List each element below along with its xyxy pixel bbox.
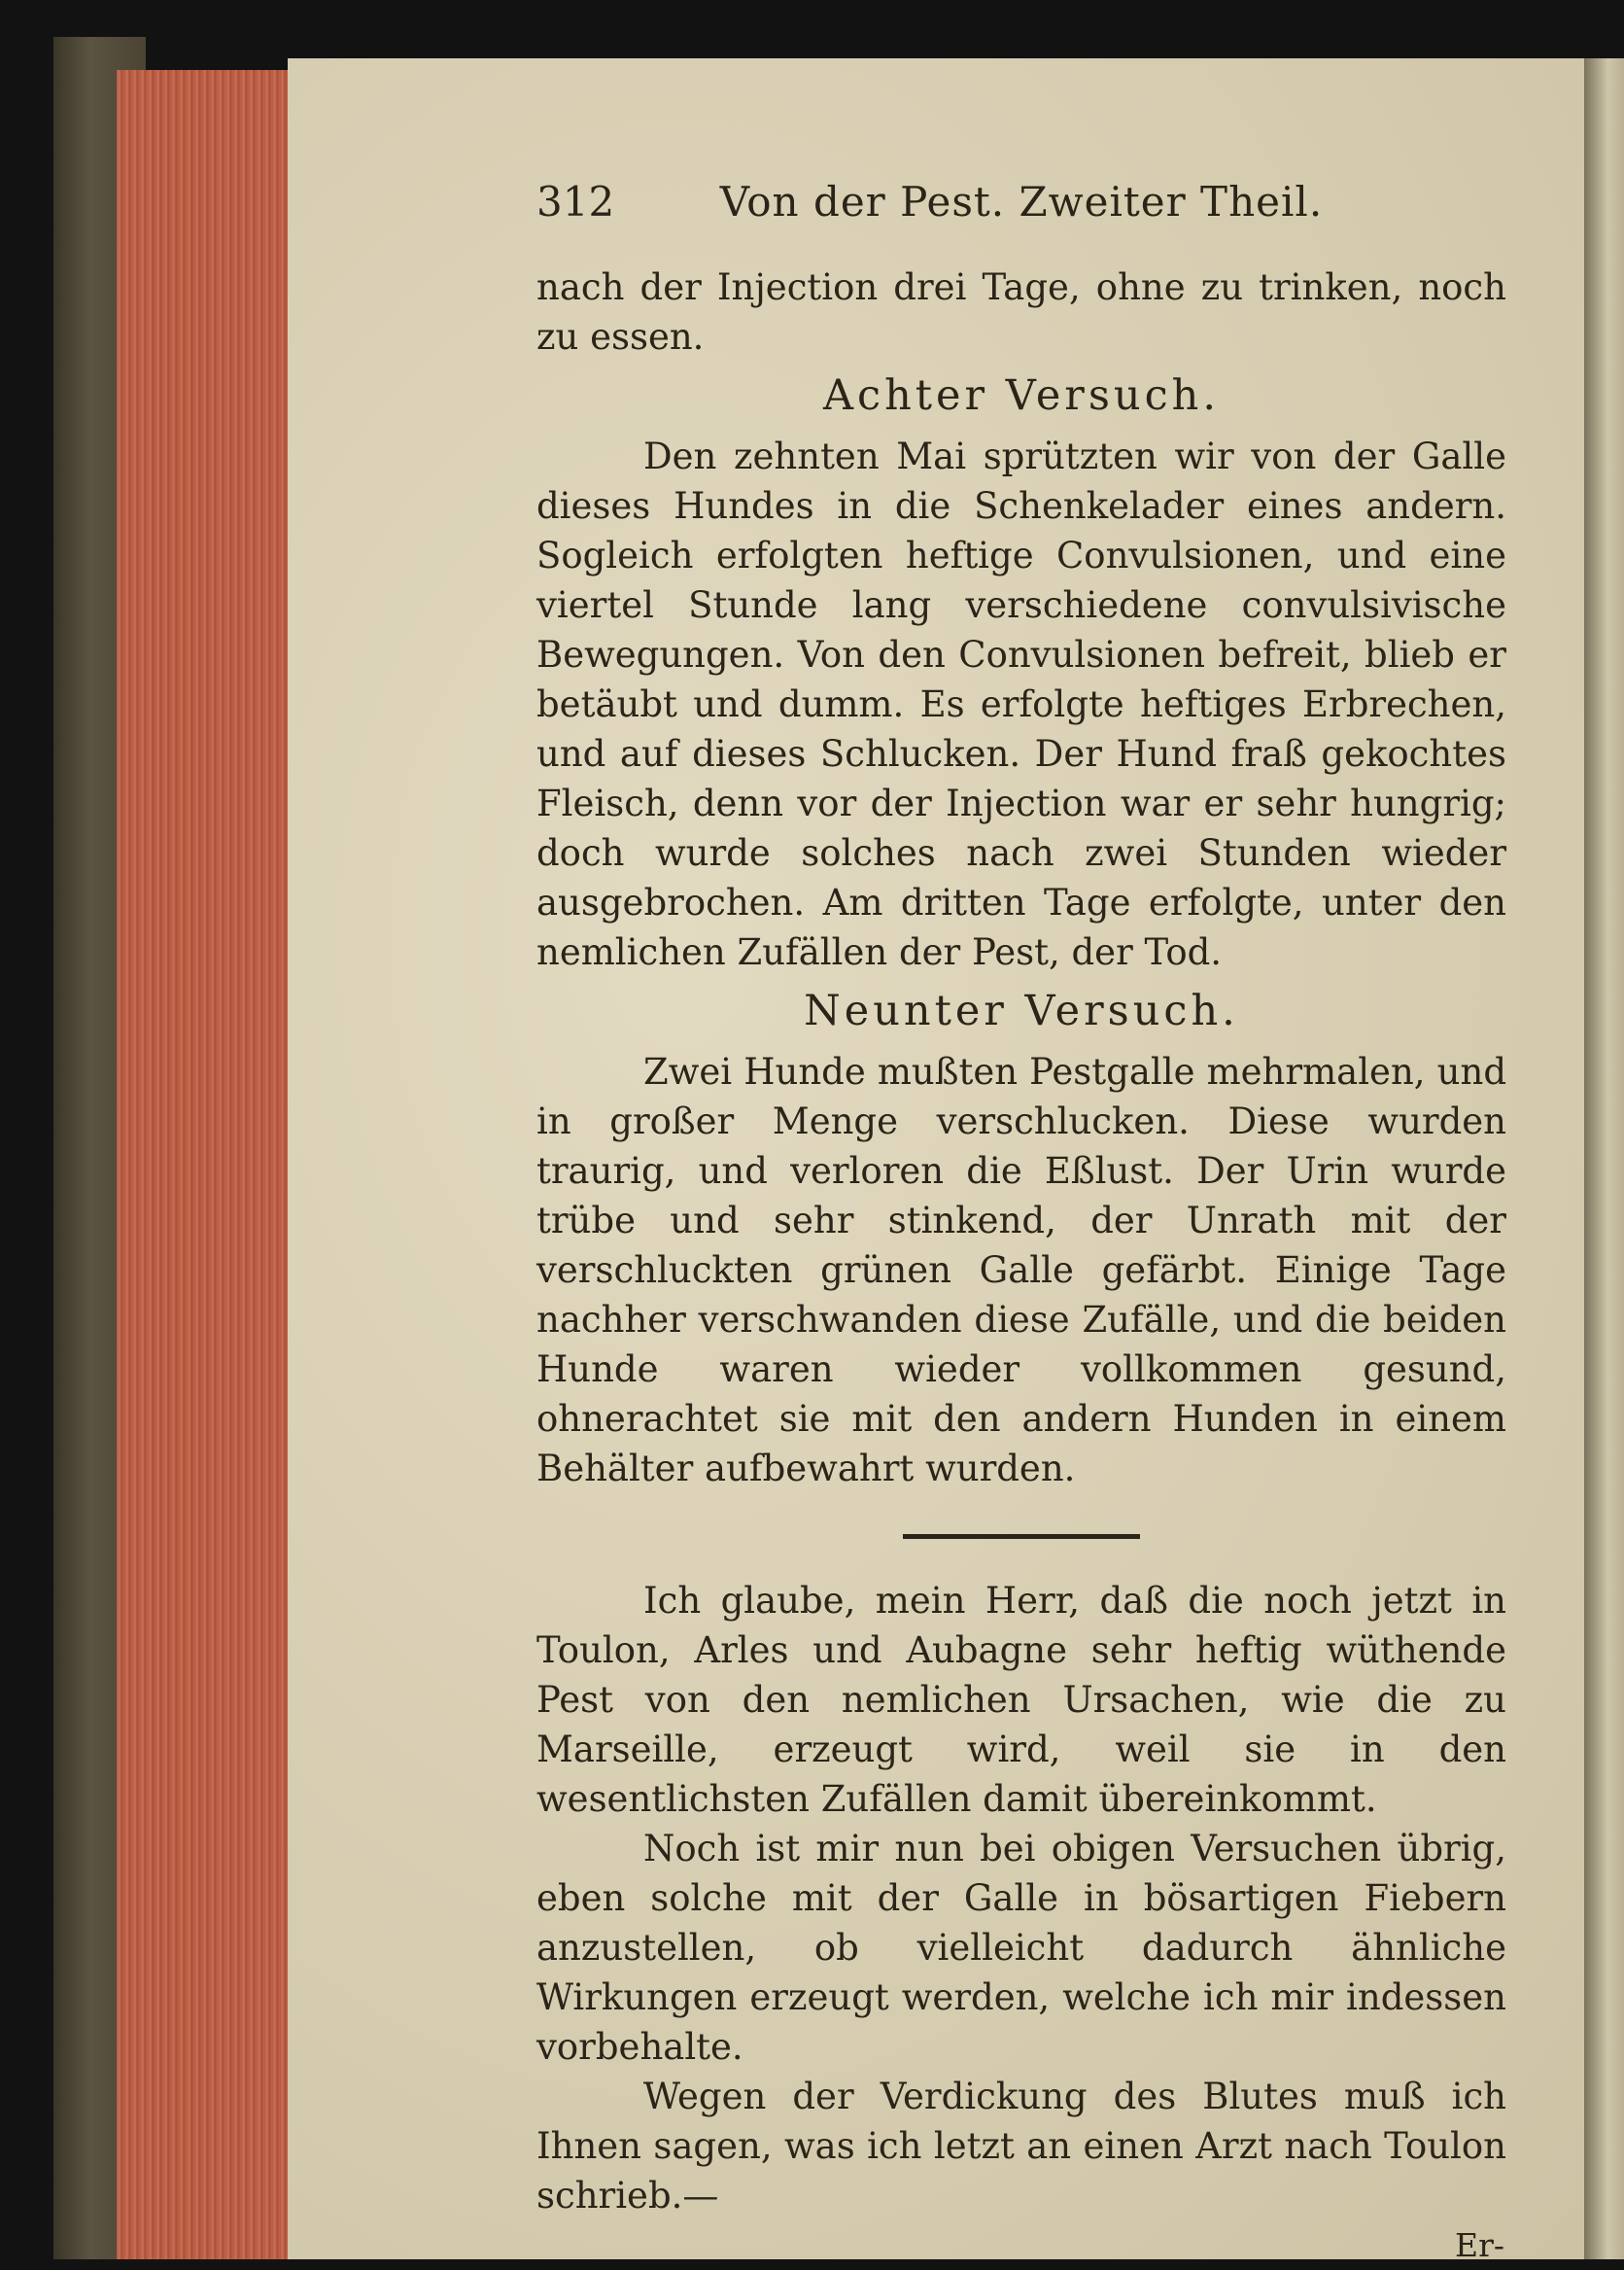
paragraph-versuchen: Noch ist mir nun bei obigen Versuchen übrig, eben solche mit der Galle in bösartigen Fiebern anzustellen, ob vielleicht dadurch ähnliche Wirkungen erzeugt werden, welche ich mir indessen vorbehalte.: [536, 1828, 1506, 2068]
section-heading-neunter-versuch: Neunter Versuch.: [804, 987, 1239, 1035]
facing-page-gutter: [1584, 58, 1624, 2259]
catchword: Er-: [1454, 2226, 1504, 2264]
page-text: [536, 173, 1506, 2270]
paragraph-neunter-versuch: Zwei Hunde mußten Pestgalle mehrmalen, und in großer Menge verschlucken. Diese wurden traurig, und verloren die Eßlust. Der Urin wurde trübe und sehr stinkend, der Unrath mit der verschluckten grünen Galle gefärbt. Einige Tage nachher verschwanden diese Zufälle, und die beiden Hunde waren wieder vollkommen gesund, ohnerachtet sie mit den andern Hunden in einem Behälter aufbewahrt wurden.: [536, 1051, 1506, 1489]
paragraph-continuation: nach der Injection drei Tage, ohne zu trinken, noch zu essen.: [536, 266, 1506, 358]
page-block-edge: [117, 70, 292, 2259]
section-divider: [903, 1534, 1140, 1539]
page-number: 312: [536, 178, 615, 226]
paragraph-toulon: Ich glaube, mein Herr, daß die noch jetzt in Toulon, Arles und Aubagne sehr heftig wüthende Pest von den nemlichen Ursachen, wie die zu Marseille, erzeugt wird, weil sie in den wesentlichsten Zufällen damit übereinkommt.: [536, 1580, 1506, 1820]
section-heading-achter-versuch: Achter Versuch.: [822, 371, 1221, 420]
paragraph-achter-versuch: Den zehnten Mai sprützten wir von der Galle dieses Hundes in die Schenkelader eines andern. Sogleich erfolgten heftige Convulsionen, und eine viertel Stunde lang verschiedene convulsivische Bewegungen. Von den Convulsionen befreit, blieb er betäubt und dumm. Es erfolgte heftiges Erbrechen, und auf dieses Schlucken. Der Hund fraß gekochtes Fleisch, denn vor der Injection war er sehr hungrig; doch wurde solches nach zwei Stunden wieder ausgebrochen. Am dritten Tage erfolgte, unter den nemlichen Zufällen der Pest, der Tod.: [536, 436, 1506, 973]
paragraph-verdickung: Wegen der Verdickung des Blutes muß ich Ihnen sagen, was ich letzt an einen Arzt nach Toulon schrieb.—: [536, 2076, 1506, 2217]
page-header: [536, 173, 1506, 262]
running-title: Von der Pest. Zweiter Theil.: [719, 178, 1324, 226]
